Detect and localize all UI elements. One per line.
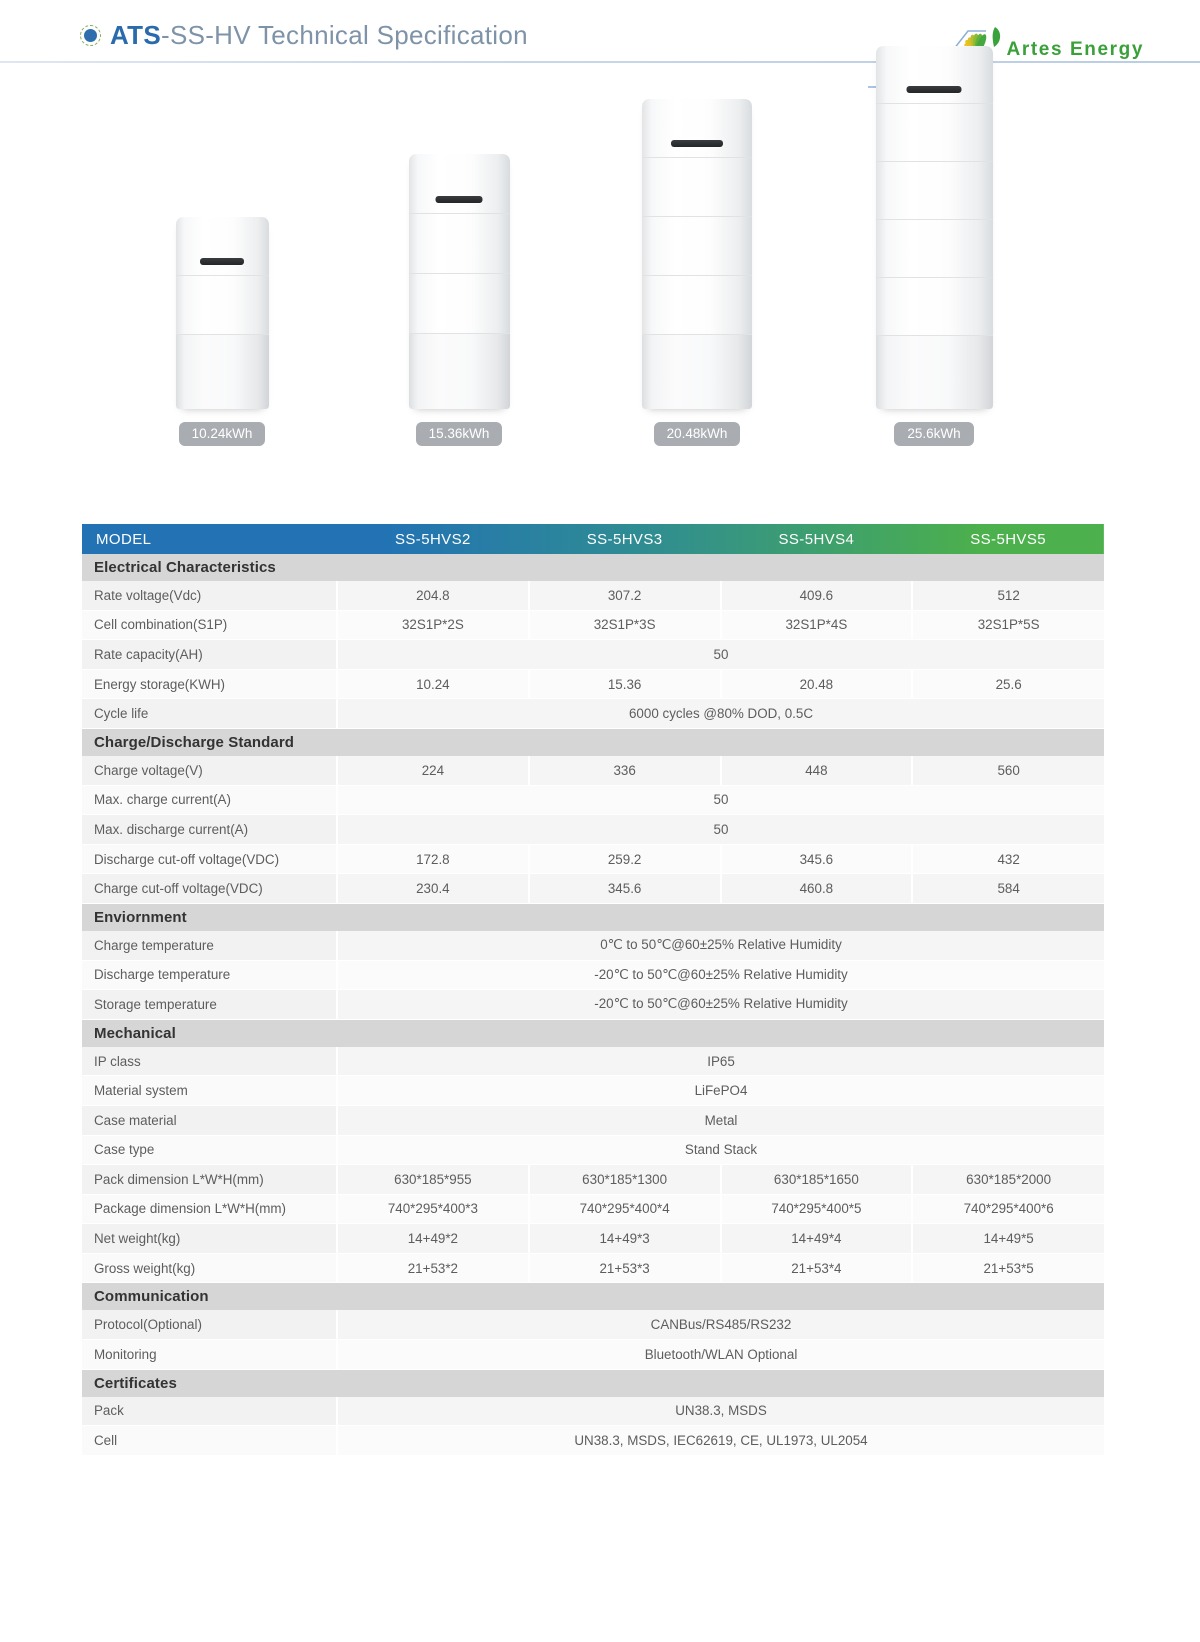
row-label: Gross weight(kg) bbox=[82, 1253, 337, 1283]
row-label: Pack dimension L*W*H(mm) bbox=[82, 1165, 337, 1195]
row-label: Charge cut-off voltage(VDC) bbox=[82, 874, 337, 904]
row-value-merged: IP65 bbox=[337, 1047, 1104, 1076]
row-label: Max. discharge current(A) bbox=[82, 815, 337, 845]
row-label: Energy storage(KWH) bbox=[82, 669, 337, 699]
table-row bbox=[82, 1076, 1104, 1106]
capacity-badge: 15.36kWh bbox=[416, 422, 503, 447]
row-label: Net weight(kg) bbox=[82, 1224, 337, 1254]
row-value: 560 bbox=[912, 756, 1104, 785]
row-label: Rate voltage(Vdc) bbox=[82, 581, 337, 610]
product-ss-5hvs2 bbox=[176, 217, 269, 447]
section-header-row bbox=[82, 1369, 1104, 1397]
battery-stack bbox=[176, 217, 269, 409]
row-value: 204.8 bbox=[337, 581, 529, 610]
row-value-merged: LiFePO4 bbox=[337, 1076, 1104, 1106]
row-value-merged: -20℃ to 50℃@60±25% Relative Humidity bbox=[337, 960, 1104, 990]
table-row bbox=[82, 785, 1104, 815]
product-ss-5hvs3 bbox=[409, 154, 510, 447]
section-header-row bbox=[82, 554, 1104, 581]
table-head bbox=[82, 524, 1104, 554]
page-header bbox=[0, 0, 1200, 62]
row-value: 740*295*400*6 bbox=[912, 1194, 1104, 1224]
row-value: 512 bbox=[912, 581, 1104, 610]
row-value-merged: 0℃ to 50℃@60±25% Relative Humidity bbox=[337, 931, 1104, 960]
table-header-ss-5hvs5: SS-5HVS5 bbox=[970, 530, 1046, 548]
row-value: 630*185*1300 bbox=[529, 1165, 721, 1195]
row-value: 32S1P*2S bbox=[337, 610, 529, 640]
row-value: 630*185*955 bbox=[337, 1165, 529, 1195]
table-header-ss-5hvs3: SS-5HVS3 bbox=[586, 530, 663, 548]
row-label: Protocol(Optional) bbox=[82, 1310, 337, 1339]
display-slot-icon bbox=[436, 196, 483, 203]
display-slot-icon bbox=[200, 258, 244, 265]
row-value: 32S1P*3S bbox=[529, 610, 721, 640]
row-label: IP class bbox=[82, 1047, 337, 1076]
row-value: 230.4 bbox=[337, 874, 529, 904]
battery-module bbox=[409, 214, 510, 274]
display-slot-icon bbox=[671, 140, 723, 147]
section-title: Enviornment bbox=[82, 903, 1104, 931]
row-value: 460.8 bbox=[721, 874, 913, 904]
row-value-merged: CANBus/RS485/RS232 bbox=[337, 1310, 1104, 1339]
table-row bbox=[82, 1253, 1104, 1283]
section-header-row bbox=[82, 1019, 1104, 1047]
battery-module bbox=[409, 334, 510, 409]
row-value-merged: -20℃ to 50℃@60±25% Relative Humidity bbox=[337, 990, 1104, 1020]
section-title: Certificates bbox=[82, 1369, 1104, 1397]
page-title-prefix: ATS bbox=[110, 20, 161, 50]
battery-module bbox=[176, 217, 269, 276]
battery-module bbox=[642, 158, 752, 217]
row-label: Case material bbox=[82, 1105, 337, 1135]
table-row bbox=[82, 756, 1104, 785]
battery-module bbox=[176, 335, 269, 409]
battery-module bbox=[876, 336, 993, 409]
target-dot-icon bbox=[80, 25, 101, 46]
table-row bbox=[82, 815, 1104, 845]
capacity-badge: 10.24kWh bbox=[179, 422, 266, 447]
row-value: 32S1P*4S bbox=[721, 610, 913, 640]
row-label: Discharge cut-off voltage(VDC) bbox=[82, 844, 337, 874]
row-value-merged: Stand Stack bbox=[337, 1135, 1104, 1165]
table-row bbox=[82, 1165, 1104, 1195]
row-label: Pack bbox=[82, 1397, 337, 1426]
row-value: 21+53*3 bbox=[529, 1253, 721, 1283]
table-row bbox=[82, 1340, 1104, 1370]
battery-module bbox=[876, 46, 993, 104]
row-value-merged: 50 bbox=[337, 785, 1104, 815]
battery-module bbox=[176, 276, 269, 335]
page-title bbox=[80, 20, 528, 51]
row-label: Max. charge current(A) bbox=[82, 785, 337, 815]
battery-stack bbox=[409, 154, 510, 409]
page-title-suffix: -SS-HV Technical Specification bbox=[160, 20, 528, 50]
row-value-merged: Metal bbox=[337, 1105, 1104, 1135]
row-value-merged: 6000 cycles @80% DOD, 0.5C bbox=[337, 699, 1104, 729]
table-row bbox=[82, 931, 1104, 960]
table-row bbox=[82, 1224, 1104, 1254]
row-value: 307.2 bbox=[529, 581, 721, 610]
row-value: 432 bbox=[912, 844, 1104, 874]
row-value: 14+49*5 bbox=[912, 1224, 1104, 1254]
row-label: Package dimension L*W*H(mm) bbox=[82, 1194, 337, 1224]
row-value: 630*185*2000 bbox=[912, 1165, 1104, 1195]
row-label: Rate capacity(AH) bbox=[82, 640, 337, 670]
table-row bbox=[82, 844, 1104, 874]
table-row bbox=[82, 1397, 1104, 1426]
row-value: 740*295*400*3 bbox=[337, 1194, 529, 1224]
table-header-model: MODEL bbox=[96, 530, 152, 548]
table-row bbox=[82, 1194, 1104, 1224]
section-header-row bbox=[82, 903, 1104, 931]
brand-logo-text: Artes Energy bbox=[1006, 39, 1144, 60]
specification-table bbox=[82, 524, 1104, 1456]
table-row bbox=[82, 1310, 1104, 1339]
battery-module bbox=[876, 220, 993, 278]
row-value: 740*295*400*5 bbox=[721, 1194, 913, 1224]
row-value-merged: Bluetooth/WLAN Optional bbox=[337, 1340, 1104, 1370]
row-value: 345.6 bbox=[529, 874, 721, 904]
product-gallery bbox=[0, 64, 1200, 484]
battery-module bbox=[642, 276, 752, 335]
table-row bbox=[82, 640, 1104, 670]
row-value: 15.36 bbox=[529, 669, 721, 699]
section-header-row bbox=[82, 1283, 1104, 1311]
capacity-badge: 25.6kWh bbox=[894, 422, 973, 447]
battery-module bbox=[876, 162, 993, 220]
row-value: 21+53*2 bbox=[337, 1253, 529, 1283]
row-label: Storage temperature bbox=[82, 990, 337, 1020]
battery-stack bbox=[642, 99, 752, 409]
display-slot-icon bbox=[907, 86, 962, 93]
table-header-ss-5hvs2: SS-5HVS2 bbox=[395, 530, 471, 548]
section-title: Electrical Characteristics bbox=[82, 554, 1104, 581]
table-row bbox=[82, 581, 1104, 610]
battery-module bbox=[642, 217, 752, 276]
table-row bbox=[82, 1105, 1104, 1135]
table-row bbox=[82, 1047, 1104, 1076]
table-row bbox=[82, 960, 1104, 990]
table-row bbox=[82, 1135, 1104, 1165]
section-header-row bbox=[82, 728, 1104, 756]
row-value: 630*185*1650 bbox=[721, 1165, 913, 1195]
row-value: 10.24 bbox=[337, 669, 529, 699]
row-value-merged: 50 bbox=[337, 640, 1104, 670]
row-value: 409.6 bbox=[721, 581, 913, 610]
table-row bbox=[82, 1426, 1104, 1456]
section-title: Communication bbox=[82, 1283, 1104, 1311]
table-row bbox=[82, 990, 1104, 1020]
table-header-row bbox=[82, 524, 1104, 554]
battery-module bbox=[409, 154, 510, 214]
product-ss-5hvs4 bbox=[642, 99, 752, 447]
row-value: 448 bbox=[721, 756, 913, 785]
row-value: 14+49*2 bbox=[337, 1224, 529, 1254]
header-divider bbox=[0, 61, 1200, 63]
battery-module bbox=[876, 104, 993, 162]
row-value: 25.6 bbox=[912, 669, 1104, 699]
row-value: 336 bbox=[529, 756, 721, 785]
row-value: 21+53*4 bbox=[721, 1253, 913, 1283]
row-value-merged: UN38.3, MSDS bbox=[337, 1397, 1104, 1426]
row-value: 14+49*3 bbox=[529, 1224, 721, 1254]
section-title: Mechanical bbox=[82, 1019, 1104, 1047]
battery-stack bbox=[876, 46, 993, 409]
row-value: 32S1P*5S bbox=[912, 610, 1104, 640]
row-value: 740*295*400*4 bbox=[529, 1194, 721, 1224]
section-title: Charge/Discharge Standard bbox=[82, 728, 1104, 756]
product-ss-5hvs5 bbox=[876, 46, 993, 447]
row-label: Discharge temperature bbox=[82, 960, 337, 990]
row-label: Cycle life bbox=[82, 699, 337, 729]
row-value: 345.6 bbox=[721, 844, 913, 874]
row-value: 224 bbox=[337, 756, 529, 785]
table-row bbox=[82, 874, 1104, 904]
battery-module bbox=[409, 274, 510, 334]
battery-module bbox=[642, 335, 752, 409]
battery-module bbox=[876, 278, 993, 336]
row-value-merged: 50 bbox=[337, 815, 1104, 845]
table-row bbox=[82, 610, 1104, 640]
row-value: 20.48 bbox=[721, 669, 913, 699]
table-body bbox=[82, 554, 1104, 1455]
row-value: 14+49*4 bbox=[721, 1224, 913, 1254]
row-label: Charge temperature bbox=[82, 931, 337, 960]
row-label: Case type bbox=[82, 1135, 337, 1165]
row-value: 259.2 bbox=[529, 844, 721, 874]
battery-module bbox=[642, 99, 752, 158]
row-value: 21+53*5 bbox=[912, 1253, 1104, 1283]
row-label: Material system bbox=[82, 1076, 337, 1106]
row-value: 172.8 bbox=[337, 844, 529, 874]
row-label: Cell bbox=[82, 1426, 337, 1456]
row-label: Monitoring bbox=[82, 1340, 337, 1370]
table-row bbox=[82, 699, 1104, 729]
table-header-ss-5hvs4: SS-5HVS4 bbox=[778, 530, 855, 548]
row-value-merged: UN38.3, MSDS, IEC62619, CE, UL1973, UL2054 bbox=[337, 1426, 1104, 1456]
row-value: 584 bbox=[912, 874, 1104, 904]
table-row bbox=[82, 669, 1104, 699]
page-title-text bbox=[110, 20, 528, 51]
row-label: Cell combination(S1P) bbox=[82, 610, 337, 640]
row-label: Charge voltage(V) bbox=[82, 756, 337, 785]
capacity-badge: 20.48kWh bbox=[654, 422, 741, 447]
